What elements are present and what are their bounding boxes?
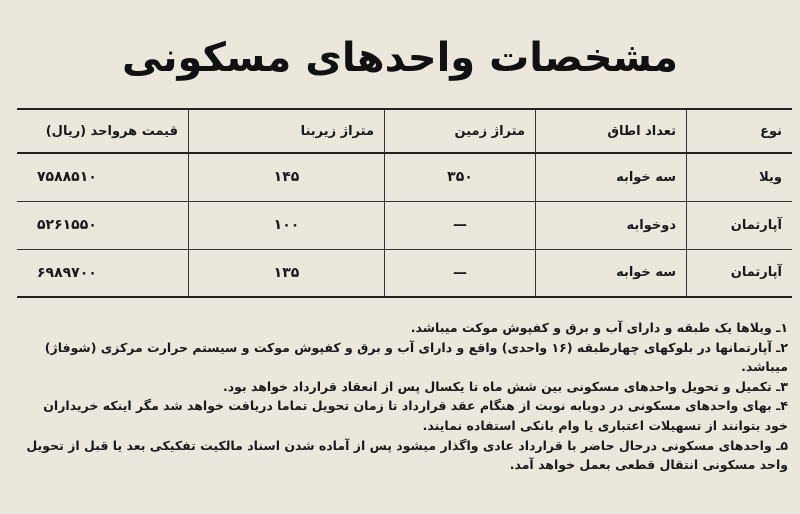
- cell-land: —: [385, 249, 536, 297]
- cell-type: آپارتمان: [687, 201, 793, 249]
- units-table: [17, 108, 792, 298]
- cell-built: ۱۳۵: [189, 249, 385, 297]
- note-item: ۵ـ واحدهای مسکونی درحال حاضر با قرارداد عادی واگذار میشود پس از آماده شدن اسناد مالکیت تفکیکی بعد یا قبل از تحویل واحد مسکونی انتقال قطعی بعمل خواهد آمد.: [26, 437, 788, 473]
- table-row: [17, 249, 792, 297]
- note-item: ۴ـ بهای واحدهای مسکونی در دوبابه نوبت از هنگام عقد قرارداد تا زمان تحویل تماما دریافت خواهد شد مگر اینکه خریداران خود بتوانند از تسهیلات اعتباری یا وام بانکی استفاده نمایند.: [43, 398, 788, 433]
- cell-land: ۳۵۰: [385, 153, 536, 201]
- cell-price: ۶۹۸۹۷۰۰: [37, 264, 97, 281]
- cell-built: ۱۴۵: [189, 153, 385, 201]
- cell-built: ۱۰۰: [189, 201, 385, 249]
- cell-rooms: دوخوابه: [536, 201, 687, 249]
- header-rooms: تعداد اطاق: [536, 109, 687, 153]
- notes-list: [18, 318, 788, 475]
- page-title: مشخصات واحدهای مسکونی: [122, 34, 678, 81]
- note-item: ۳ـ تکمیل و تحویل واحدهای مسکونی بین شش ماه تا یکسال پس از انعقاد قرارداد خواهد بود.: [223, 378, 788, 394]
- header-price: قیمت هرواحد (ریال): [45, 123, 178, 139]
- table-row: [17, 153, 792, 201]
- header-land: متراژ زمین: [385, 109, 536, 153]
- cell-rooms: سه خوابه: [536, 249, 687, 297]
- header-built: متراژ زیربنا: [189, 109, 385, 153]
- table-row: [17, 201, 792, 249]
- cell-type: آپارتمان: [687, 249, 793, 297]
- cell-rooms: سه خوابه: [536, 153, 687, 201]
- table-header-row: [17, 109, 792, 153]
- header-type: نوع: [687, 109, 793, 153]
- cell-land: —: [385, 201, 536, 249]
- cell-price: ۷۵۸۸۵۱۰: [37, 169, 97, 186]
- cell-type: ویلا: [687, 153, 793, 201]
- note-item: ۱ـ ویلاها یک طبقه و دارای آب و برق و کفپوش موکت میباشد.: [410, 320, 788, 335]
- cell-price: ۵۲۶۱۵۵۰: [37, 217, 97, 233]
- note-item: ۲ـ آپارتمانها در بلوکهای چهارطبقه (۱۶ واحدی) واقع و دارای آب و برق و کفپوش موکت و سیستم حرارت مرکزی (شوفاژ) میباشد.: [44, 339, 788, 375]
